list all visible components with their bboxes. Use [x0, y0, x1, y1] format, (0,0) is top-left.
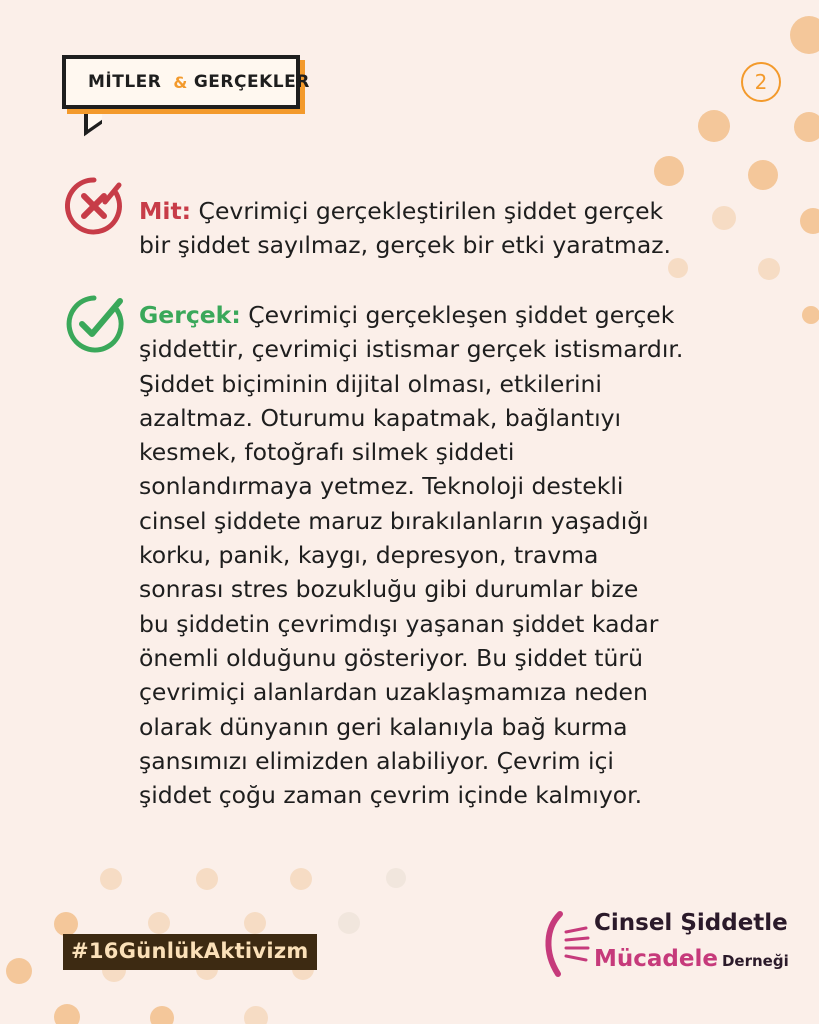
fact-line: önemli olduğunu gösteriyor. Bu şiddet türü: [139, 643, 643, 672]
myth-line: bir şiddet sayılmaz, gerçek bir etki yaratmaz.: [139, 231, 672, 260]
fact-line: bu şiddetin çevrimdışı yaşanan şiddet kadar: [139, 609, 659, 638]
fact-label: Gerçek:: [139, 301, 241, 329]
fact-line: Şiddet biçiminin dijital olması, etkilerini: [139, 369, 602, 398]
badge-word-facts: GERÇEKLER: [193, 72, 310, 92]
myth-paragraph: [139, 194, 671, 263]
fact-line: şiddettir, çevrimiçi istismar gerçek istismardır.: [139, 335, 684, 364]
x-circle-icon: [64, 176, 124, 236]
fact-line: sonrası stres bozukluğu gibi durumlar bize: [139, 575, 639, 604]
logo-line-1: Cinsel Şiddetle: [594, 910, 788, 936]
fact-line: şansımızı elimizden alabiliyor. Çevrim içi: [139, 746, 614, 775]
fact-line: korku, panik, kaygı, depresyon, travma: [139, 541, 599, 570]
page-number: 2: [741, 62, 781, 102]
logo-mark-icon: [536, 908, 592, 980]
check-circle-icon: [64, 294, 124, 354]
badge-ampersand: &: [173, 72, 188, 92]
fact-line: Gerçek: Çevrimiçi gerçekleşen şiddet gerçek: [139, 301, 675, 329]
fact-paragraph: [139, 298, 683, 812]
badge-word-myths: MİTLER: [88, 72, 162, 92]
myth-label: Mit:: [139, 197, 192, 225]
fact-line: sonlandırmaya yetmez. Teknoloji destekli: [139, 472, 624, 501]
fact-line: çevrimiçi alanlardan uzaklaşmamıza neden: [139, 678, 648, 707]
logo-word-dernegi: Derneği: [721, 952, 789, 970]
fact-line: azaltmaz. Oturumu kapatmak, bağlantıyı: [139, 403, 622, 432]
hashtag-label: #16GünlükAktivizm: [63, 934, 317, 970]
fact-line: kesmek, fotoğrafı silmek şiddeti: [139, 438, 515, 467]
myth-line: Mit: Çevrimiçi gerçekleştirilen şiddet gerçek: [139, 197, 664, 225]
fact-line: şiddet çoğu zaman çevrim içinde kalmıyor.: [139, 781, 643, 810]
organization-logo: [536, 908, 789, 984]
logo-word-mucadele: Mücadele: [594, 946, 718, 972]
myths-facts-badge: [62, 55, 310, 109]
fact-line: olarak dünyanın geri kalanıyla bağ kurma: [139, 712, 628, 741]
fact-line: cinsel şiddete maruz bırakılanların yaşadığı: [139, 506, 649, 535]
logo-line-2: [594, 946, 789, 972]
